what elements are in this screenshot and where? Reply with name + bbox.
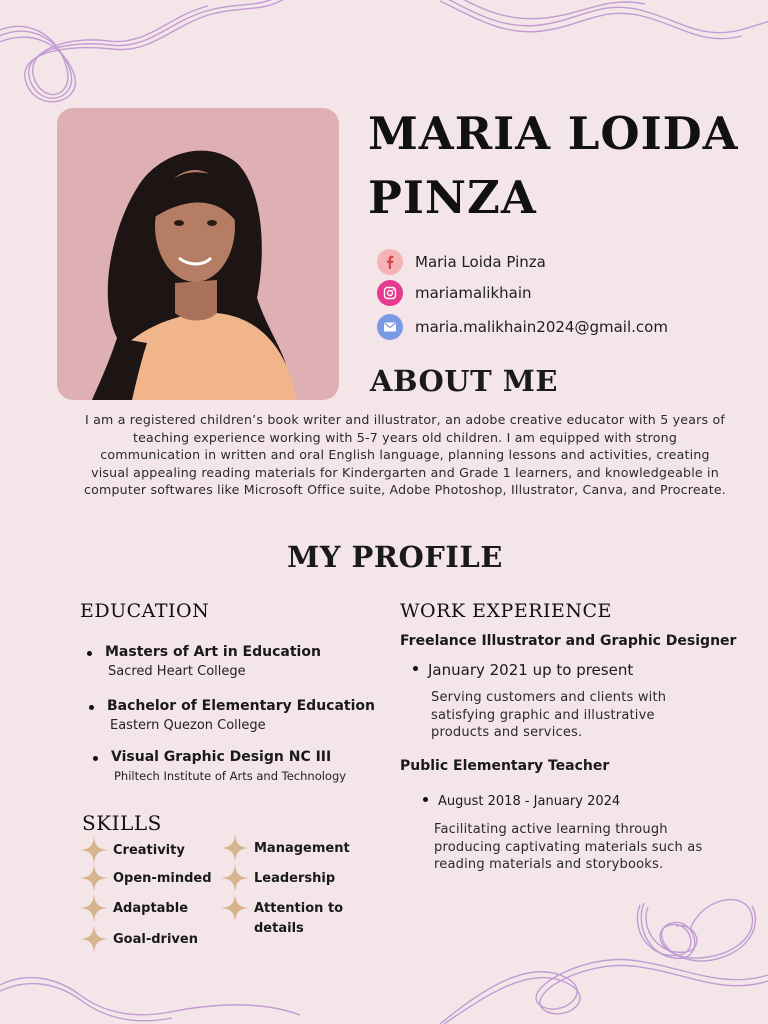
job-dates bbox=[413, 661, 633, 679]
contact-facebook[interactable] bbox=[377, 249, 546, 275]
sparkle-icon bbox=[79, 893, 109, 923]
email-address: maria.malikhain2024@gmail.com bbox=[415, 318, 668, 336]
job-dates-text: January 2021 up to present bbox=[428, 661, 634, 679]
skill-label: Open-minded bbox=[113, 871, 212, 886]
full-name bbox=[368, 102, 758, 230]
skill-label: Attention to details bbox=[254, 901, 344, 936]
bullet bbox=[413, 666, 418, 671]
bullet bbox=[89, 705, 94, 710]
about-text: I am a registered children’s book writer and illustrator, an adobe creative educator with 5 years of teaching experience working with 5-7 years old children. I am equipped with strong communication in written and oral English language, planning lessons and activities, creating visual appealing reading materials for Kindergarten and Grade 1 learners, and knowledgeable in computer softwares like Microsoft Office suite, Adobe Photoshop, Illustrator, Canva, and Procreate. bbox=[83, 412, 727, 497]
skill-item bbox=[79, 843, 185, 865]
job-dates bbox=[423, 794, 620, 809]
education-school: Philtech Institute of Arts and Technology bbox=[114, 769, 347, 783]
skill-label: Adaptable bbox=[113, 901, 189, 916]
skill-item bbox=[220, 871, 335, 893]
facebook-icon bbox=[377, 249, 403, 275]
sparkle-icon bbox=[79, 863, 109, 893]
job-description: Facilitating active learning through producing captivating materials such as reading materials and storybooks. bbox=[434, 822, 703, 872]
profile-photo bbox=[57, 108, 339, 400]
education-item bbox=[105, 644, 321, 679]
education-degree: Visual Graphic Design NC III bbox=[111, 749, 332, 765]
sparkle-icon bbox=[79, 924, 109, 954]
facebook-name: Maria Loida Pinza bbox=[415, 253, 546, 271]
job-description: Serving customers and clients with satisfying graphic and illustrative products and services. bbox=[431, 690, 667, 740]
sparkle-icon bbox=[220, 833, 250, 863]
instagram-icon bbox=[377, 280, 403, 306]
skill-item bbox=[220, 901, 354, 939]
education-degree: Masters of Art in Education bbox=[105, 644, 321, 660]
profile-heading: MY PROFILE bbox=[287, 540, 503, 574]
sparkle-icon bbox=[79, 835, 109, 865]
about-heading: ABOUT ME bbox=[370, 364, 558, 398]
education-item bbox=[111, 749, 346, 783]
education-item bbox=[107, 698, 375, 733]
bullet bbox=[93, 756, 98, 761]
name-line-1: MARIA LOIDA bbox=[368, 107, 739, 160]
skills-heading: SKILLS bbox=[82, 811, 162, 835]
contact-instagram[interactable] bbox=[377, 280, 532, 306]
education-heading: EDUCATION bbox=[80, 600, 210, 622]
job-title: Freelance Illustrator and Graphic Designer bbox=[400, 633, 737, 649]
bullet bbox=[423, 797, 428, 802]
skill-item bbox=[79, 871, 212, 893]
sparkle-icon bbox=[220, 893, 250, 923]
skill-label: Creativity bbox=[113, 843, 185, 858]
instagram-handle: mariamalikhain bbox=[415, 284, 532, 302]
education-school: Sacred Heart College bbox=[108, 664, 246, 679]
contact-email[interactable] bbox=[377, 314, 668, 340]
skill-item bbox=[79, 932, 198, 954]
skill-label: Management bbox=[254, 841, 350, 856]
work-heading: WORK EXPERIENCE bbox=[400, 600, 612, 622]
skill-item bbox=[79, 901, 188, 923]
education-degree: Bachelor of Elementary Education bbox=[107, 698, 375, 714]
skill-label: Goal-driven bbox=[113, 932, 198, 947]
education-school: Eastern Quezon College bbox=[110, 718, 266, 733]
email-icon bbox=[377, 314, 403, 340]
portrait-illustration bbox=[57, 108, 339, 400]
skill-label: Leadership bbox=[254, 871, 336, 886]
job-dates-text: August 2018 - January 2024 bbox=[438, 794, 621, 809]
name-line-2: PINZA bbox=[368, 171, 537, 224]
job-title: Public Elementary Teacher bbox=[400, 758, 610, 774]
sparkle-icon bbox=[220, 863, 250, 893]
skill-item bbox=[220, 841, 350, 863]
bullet bbox=[87, 651, 92, 656]
